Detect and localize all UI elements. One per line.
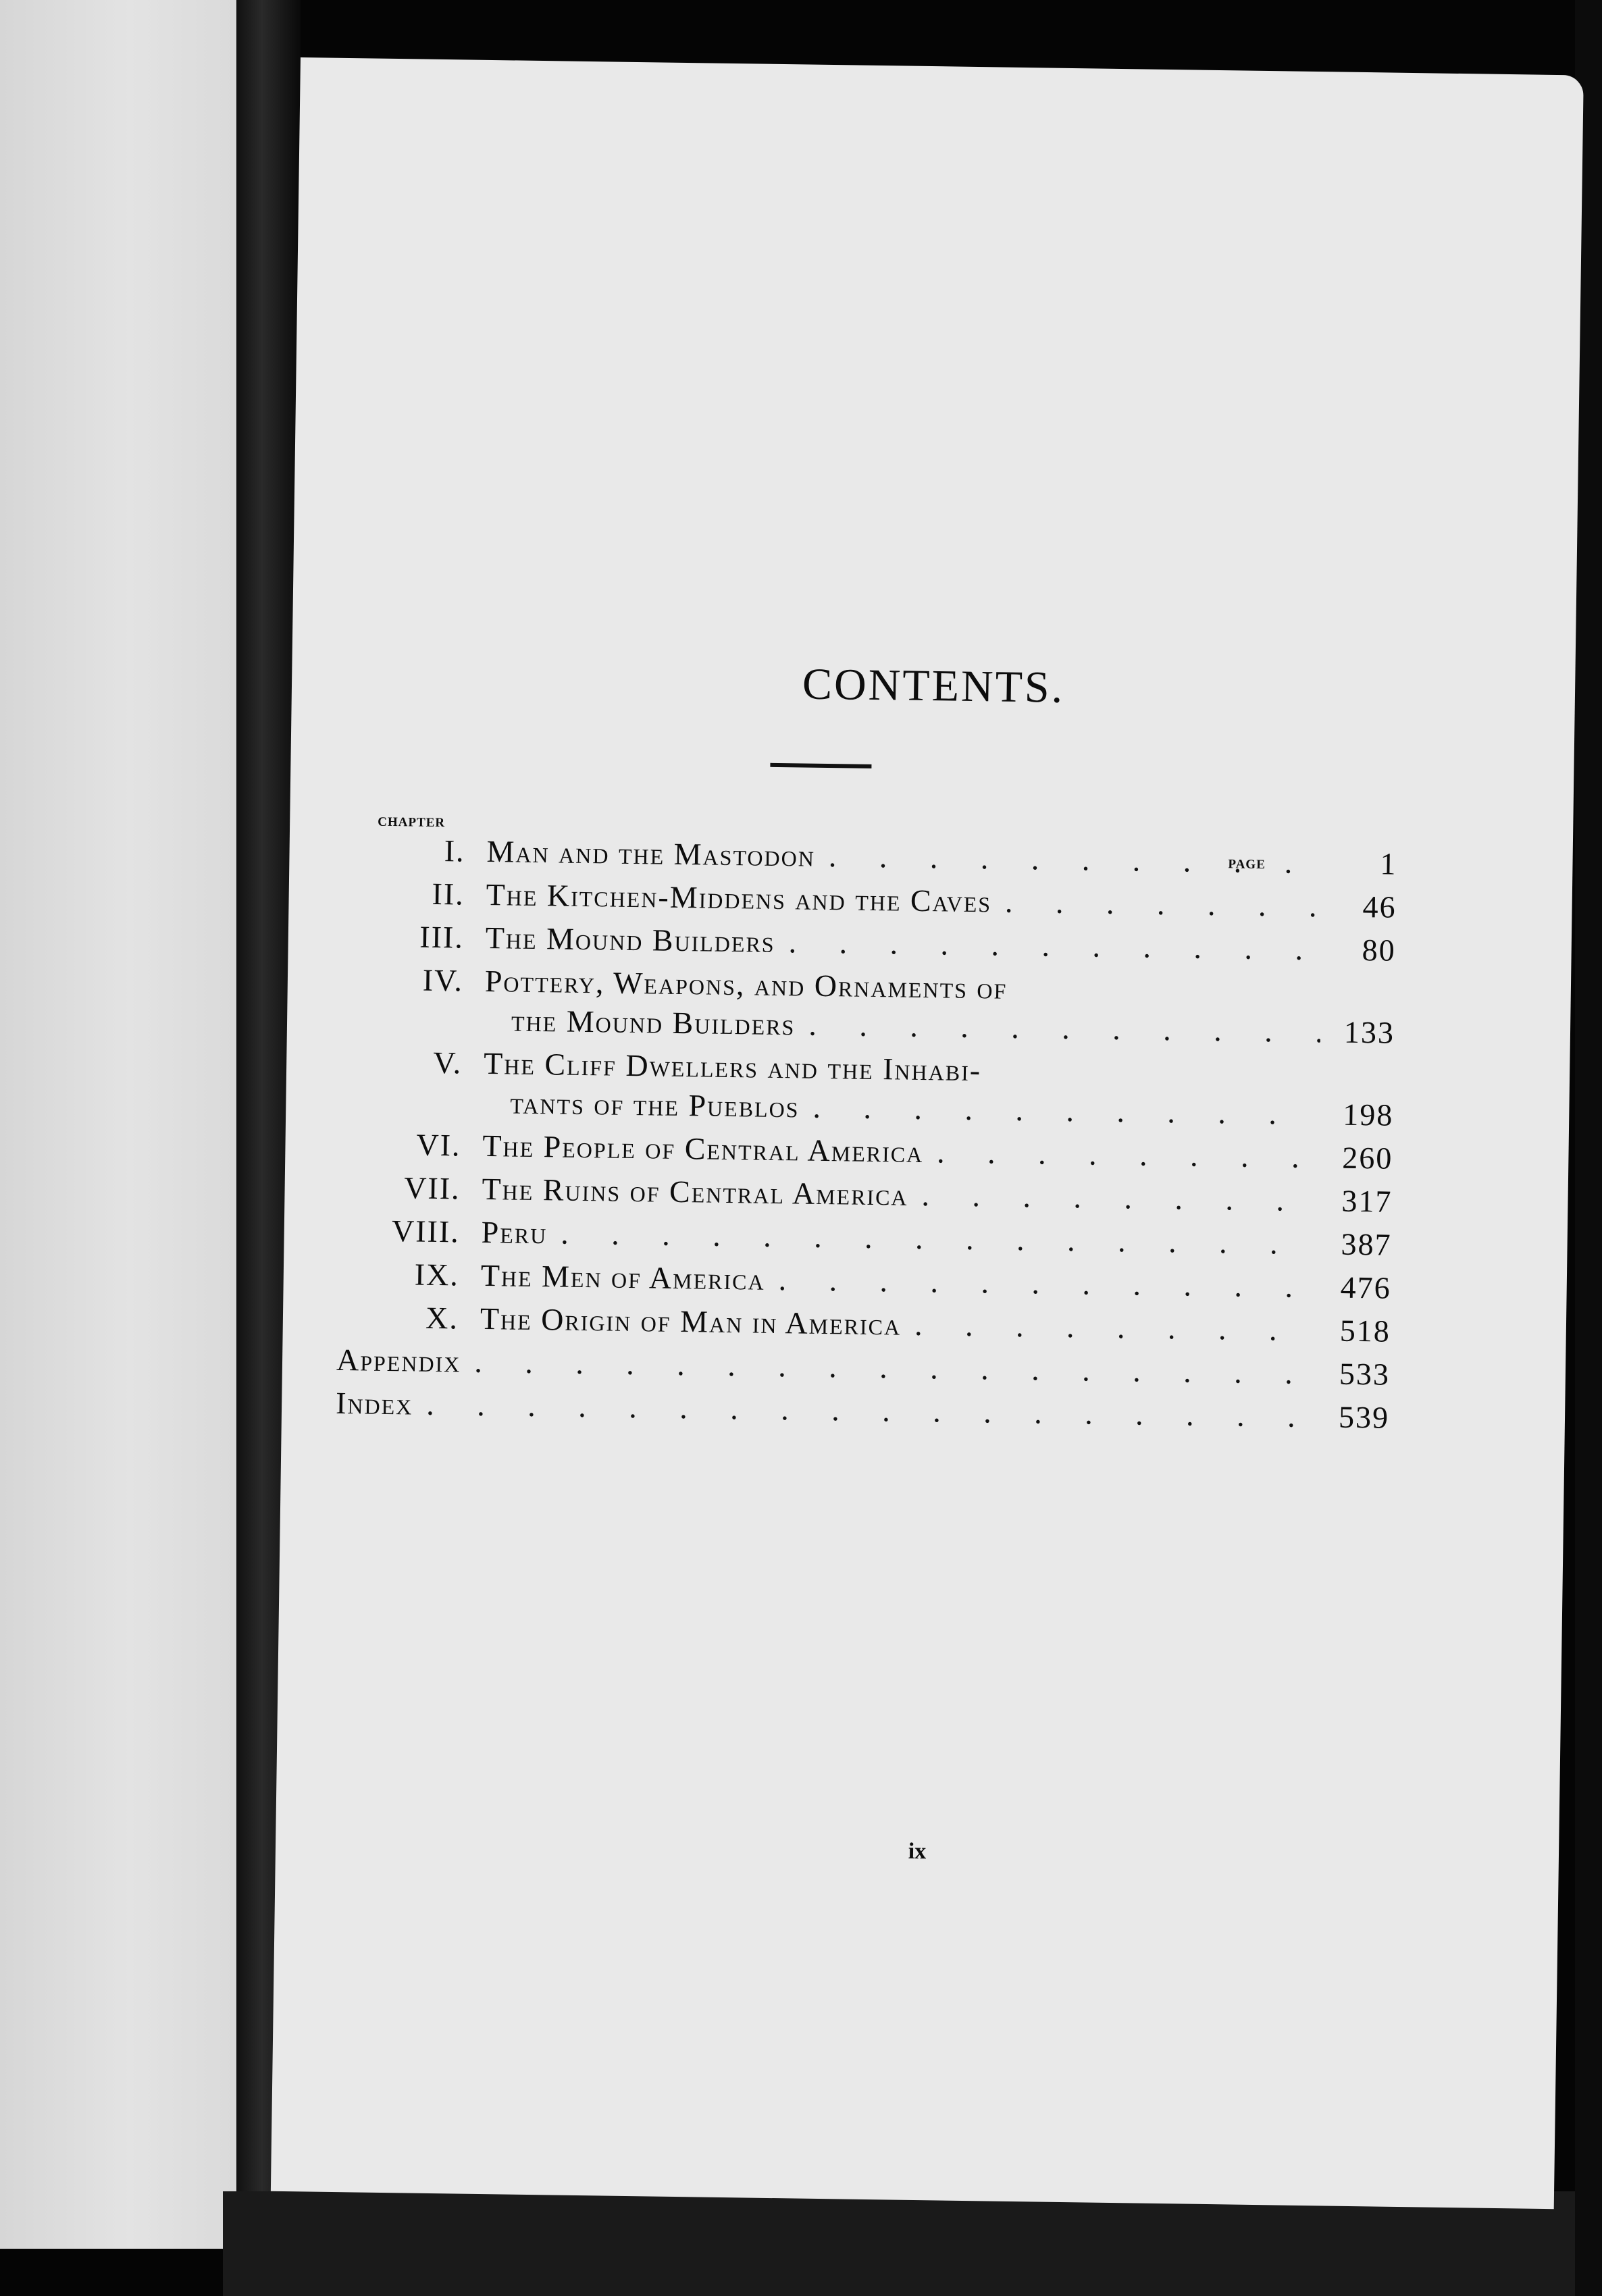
dot-leader	[908, 1177, 1318, 1218]
chapter-number: X.	[425, 1300, 459, 1336]
chapter-title: The Men of America	[480, 1257, 766, 1297]
title-rule	[770, 763, 871, 768]
dot-leader	[815, 838, 1323, 881]
chapter-title: The Mound Builders	[485, 920, 776, 959]
chapter-title: Pottery, Weapons, and Ornaments of	[484, 963, 1008, 1006]
dot-leader	[765, 1261, 1317, 1305]
page-number: 198	[1342, 1097, 1394, 1132]
page-number: 533	[1339, 1356, 1391, 1392]
chapter-title: Peru	[481, 1214, 548, 1251]
chapter-number: IV.	[422, 962, 464, 998]
dot-leader	[799, 1089, 1319, 1132]
book-bottom-edge	[223, 2191, 1602, 2296]
chapter-title: The Origin of Man in America	[480, 1301, 902, 1342]
page-title: CONTENTS.	[802, 659, 1065, 712]
page-folio: ix	[908, 1838, 927, 1864]
chapter-title: The Cliff Dwellers and the Inhabi-	[483, 1045, 982, 1088]
dot-leader	[991, 883, 1322, 924]
table-of-contents	[336, 831, 1397, 1443]
page-number: 260	[1342, 1140, 1393, 1176]
chapter-number: III.	[419, 919, 465, 955]
dot-leader	[923, 1134, 1319, 1175]
index-title: Index	[335, 1385, 413, 1421]
page-number: 387	[1341, 1226, 1392, 1262]
facing-page	[0, 0, 236, 2249]
chapter-title-continued: the Mound Builders	[511, 1003, 796, 1042]
page-column-header: PAGE	[1228, 857, 1266, 872]
chapter-number: VI.	[416, 1127, 461, 1163]
page-number: 80	[1362, 933, 1397, 968]
contents-page	[271, 57, 1584, 2209]
chapter-title-continued: tants of the Pueblos	[510, 1085, 800, 1124]
page-number: 46	[1362, 889, 1397, 924]
chapter-number: VII.	[403, 1170, 461, 1206]
page-number: 133	[1343, 1014, 1395, 1050]
chapter-title: The Ruins of Central America	[482, 1171, 908, 1212]
chapter-number: I.	[444, 833, 465, 868]
chapter-number: II.	[432, 876, 465, 912]
page-number: 476	[1340, 1270, 1392, 1305]
chapter-title: The Kitchen-Middens and the Caves	[486, 877, 992, 919]
page-number: 317	[1341, 1183, 1393, 1219]
dot-leader	[795, 1006, 1320, 1049]
chapter-title: The People of Central America	[482, 1128, 924, 1170]
dot-leader	[775, 924, 1322, 967]
chapter-title: Man and the Mastodon	[486, 833, 816, 873]
page-number: 518	[1339, 1313, 1391, 1349]
appendix-title: Appendix	[336, 1342, 461, 1379]
chapter-number: IX.	[414, 1257, 460, 1293]
chapter-number: V.	[433, 1045, 463, 1080]
page-number: 1	[1380, 846, 1397, 881]
chapter-number: VIII.	[391, 1214, 461, 1249]
page-number: 539	[1338, 1399, 1390, 1435]
chapter-column-header: CHAPTER	[378, 814, 446, 831]
dot-leader	[901, 1307, 1316, 1349]
